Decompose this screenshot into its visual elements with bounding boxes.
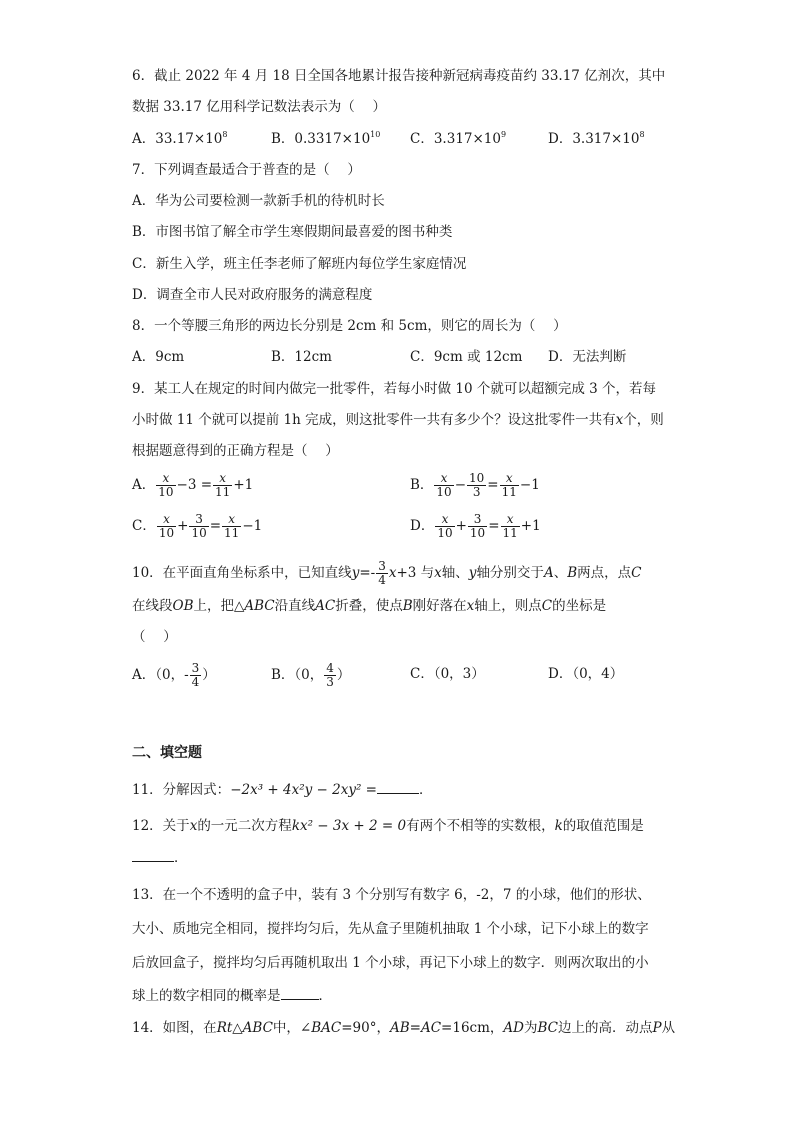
q8-stem: 8．一个等腰三角形的两边长分别是 2cm 和 5cm，则它的周长为（ ） xyxy=(132,318,567,334)
q8-option-d: D．无法判断 xyxy=(548,349,627,365)
q10-option-c: C．（0，3） xyxy=(410,666,485,682)
q7-option-b: B．市图书馆了解全市学生寒假期间最喜爱的图书种类 xyxy=(132,224,453,240)
q9-option-b: B． $\frac{x}{10}$ − $\frac{10}{3}$ = $\frac{x}{11}$ −1 xyxy=(410,471,540,499)
q13-line3: 后放回盒子，搅拌均匀后再随机取出 1 个小球，再记下小球上的数字．则两次取出的小 xyxy=(132,955,649,971)
q13-answer-blank xyxy=(281,985,319,1000)
section-heading-fill-in: 二、填空题 xyxy=(132,745,202,761)
q13-line1: 13．在一个不透明的盒子中，装有 3 个分别写有数字 6，-2，7 的小球，他们的形状、 xyxy=(132,887,651,903)
q10-line3: （ ） xyxy=(132,629,177,645)
q6-option-a: A．$33.17\times 10^8$ xyxy=(132,130,228,147)
q6-option-c: C．$3.317\times 10^9$ xyxy=(410,130,507,147)
q12-answer-blank xyxy=(132,847,174,862)
q9-line1: 9．某工人在规定的时间内做完一批零件，若每小时做 10 个就可以超额完成 3 个，若每 xyxy=(132,381,657,397)
q10-option-a: A．（0，- $\frac{3}{4}$ ） xyxy=(132,661,216,689)
q7-option-d: D．调查全市人民对政府服务的满意程度 xyxy=(132,287,373,303)
q13-line4: 球上的数字相同的概率是 ． xyxy=(132,985,332,1006)
q7-stem: 7．下列调查最适合于普查的是（ ） xyxy=(132,162,361,178)
q9-line2: 小时做 11 个就可以提前 1h 完成，则这批零件一共有多少个？设这批零件一共有x个，则 xyxy=(132,412,664,428)
q8-option-b: B．12cm xyxy=(271,349,332,365)
q10-option-b: B．（0， $\frac{4}{3}$ ） xyxy=(271,661,351,689)
q7-option-a: A．华为公司要检测一款新手机的待机时长 xyxy=(132,193,385,209)
q6-line1: 6．截止 2022 年 4 月 18 日全国各地累计报告接种新冠病毒疫苗约 33.17 亿剂次，其中 xyxy=(132,68,666,84)
q7-option-c: C．新生入学，班主任李老师了解班内每位学生家庭情况 xyxy=(132,256,467,272)
q12-line1: 12．关于x的一元二次方程kx² − 3x + 2 = 0有两个不相等的实数根，k的取值范围是 xyxy=(132,818,644,834)
q8-option-c: C．9cm 或 12cm xyxy=(410,349,523,365)
q9-option-a: A． $\frac{x}{10}$ −3 = $\frac{x}{11}$ +1 xyxy=(132,471,254,499)
q12-line2: ． xyxy=(132,847,188,868)
q6-option-b: B．$0.3317\times 10^{10}$ xyxy=(271,130,381,147)
q9-option-d: D． $\frac{x}{10}$ + $\frac{3}{10}$ = $\frac{x}{11}$ +1 xyxy=(410,512,541,540)
q6-option-d: D．$3.317\times 10^8$ xyxy=(548,130,645,147)
q6-line2: 数据 33.17 亿用科学记数法表示为（ ） xyxy=(132,99,387,115)
q14-line1: 14．如图，在Rt△ABC中，∠BAC=90°，AB=AC=16cm，AD为BC边上的高．动点P从 xyxy=(132,1020,676,1036)
q11-answer-blank xyxy=(377,779,419,794)
q11-line: 11．分解因式：−2x³ + 4x²y − 2xy² = ． xyxy=(132,779,433,800)
q10-option-d: D．（0，4） xyxy=(548,666,624,682)
q13-line2: 大小、质地完全相同，搅拌均匀后，先从盒子里随机抽取 1 个小球，记下小球上的数字 xyxy=(132,921,649,937)
q8-option-a: A．9cm xyxy=(132,349,185,365)
q9-line3: 根据题意得到的正确方程是（ ） xyxy=(132,443,339,459)
q10-line2: 在线段OB上，把△ABC沿直线AC折叠，使点B刚好落在x轴上，则点C的坐标是 xyxy=(132,598,607,614)
q9-option-c: C． $\frac{x}{10}$ + $\frac{3}{10}$ = $\frac{x}{11}$ −1 xyxy=(132,512,263,540)
q10-line1: 10．在平面直角坐标系中，已知直线y=- $\frac{3}{4}$ x+3 与x轴、y轴分别交于A、B两点，点C xyxy=(132,559,642,587)
